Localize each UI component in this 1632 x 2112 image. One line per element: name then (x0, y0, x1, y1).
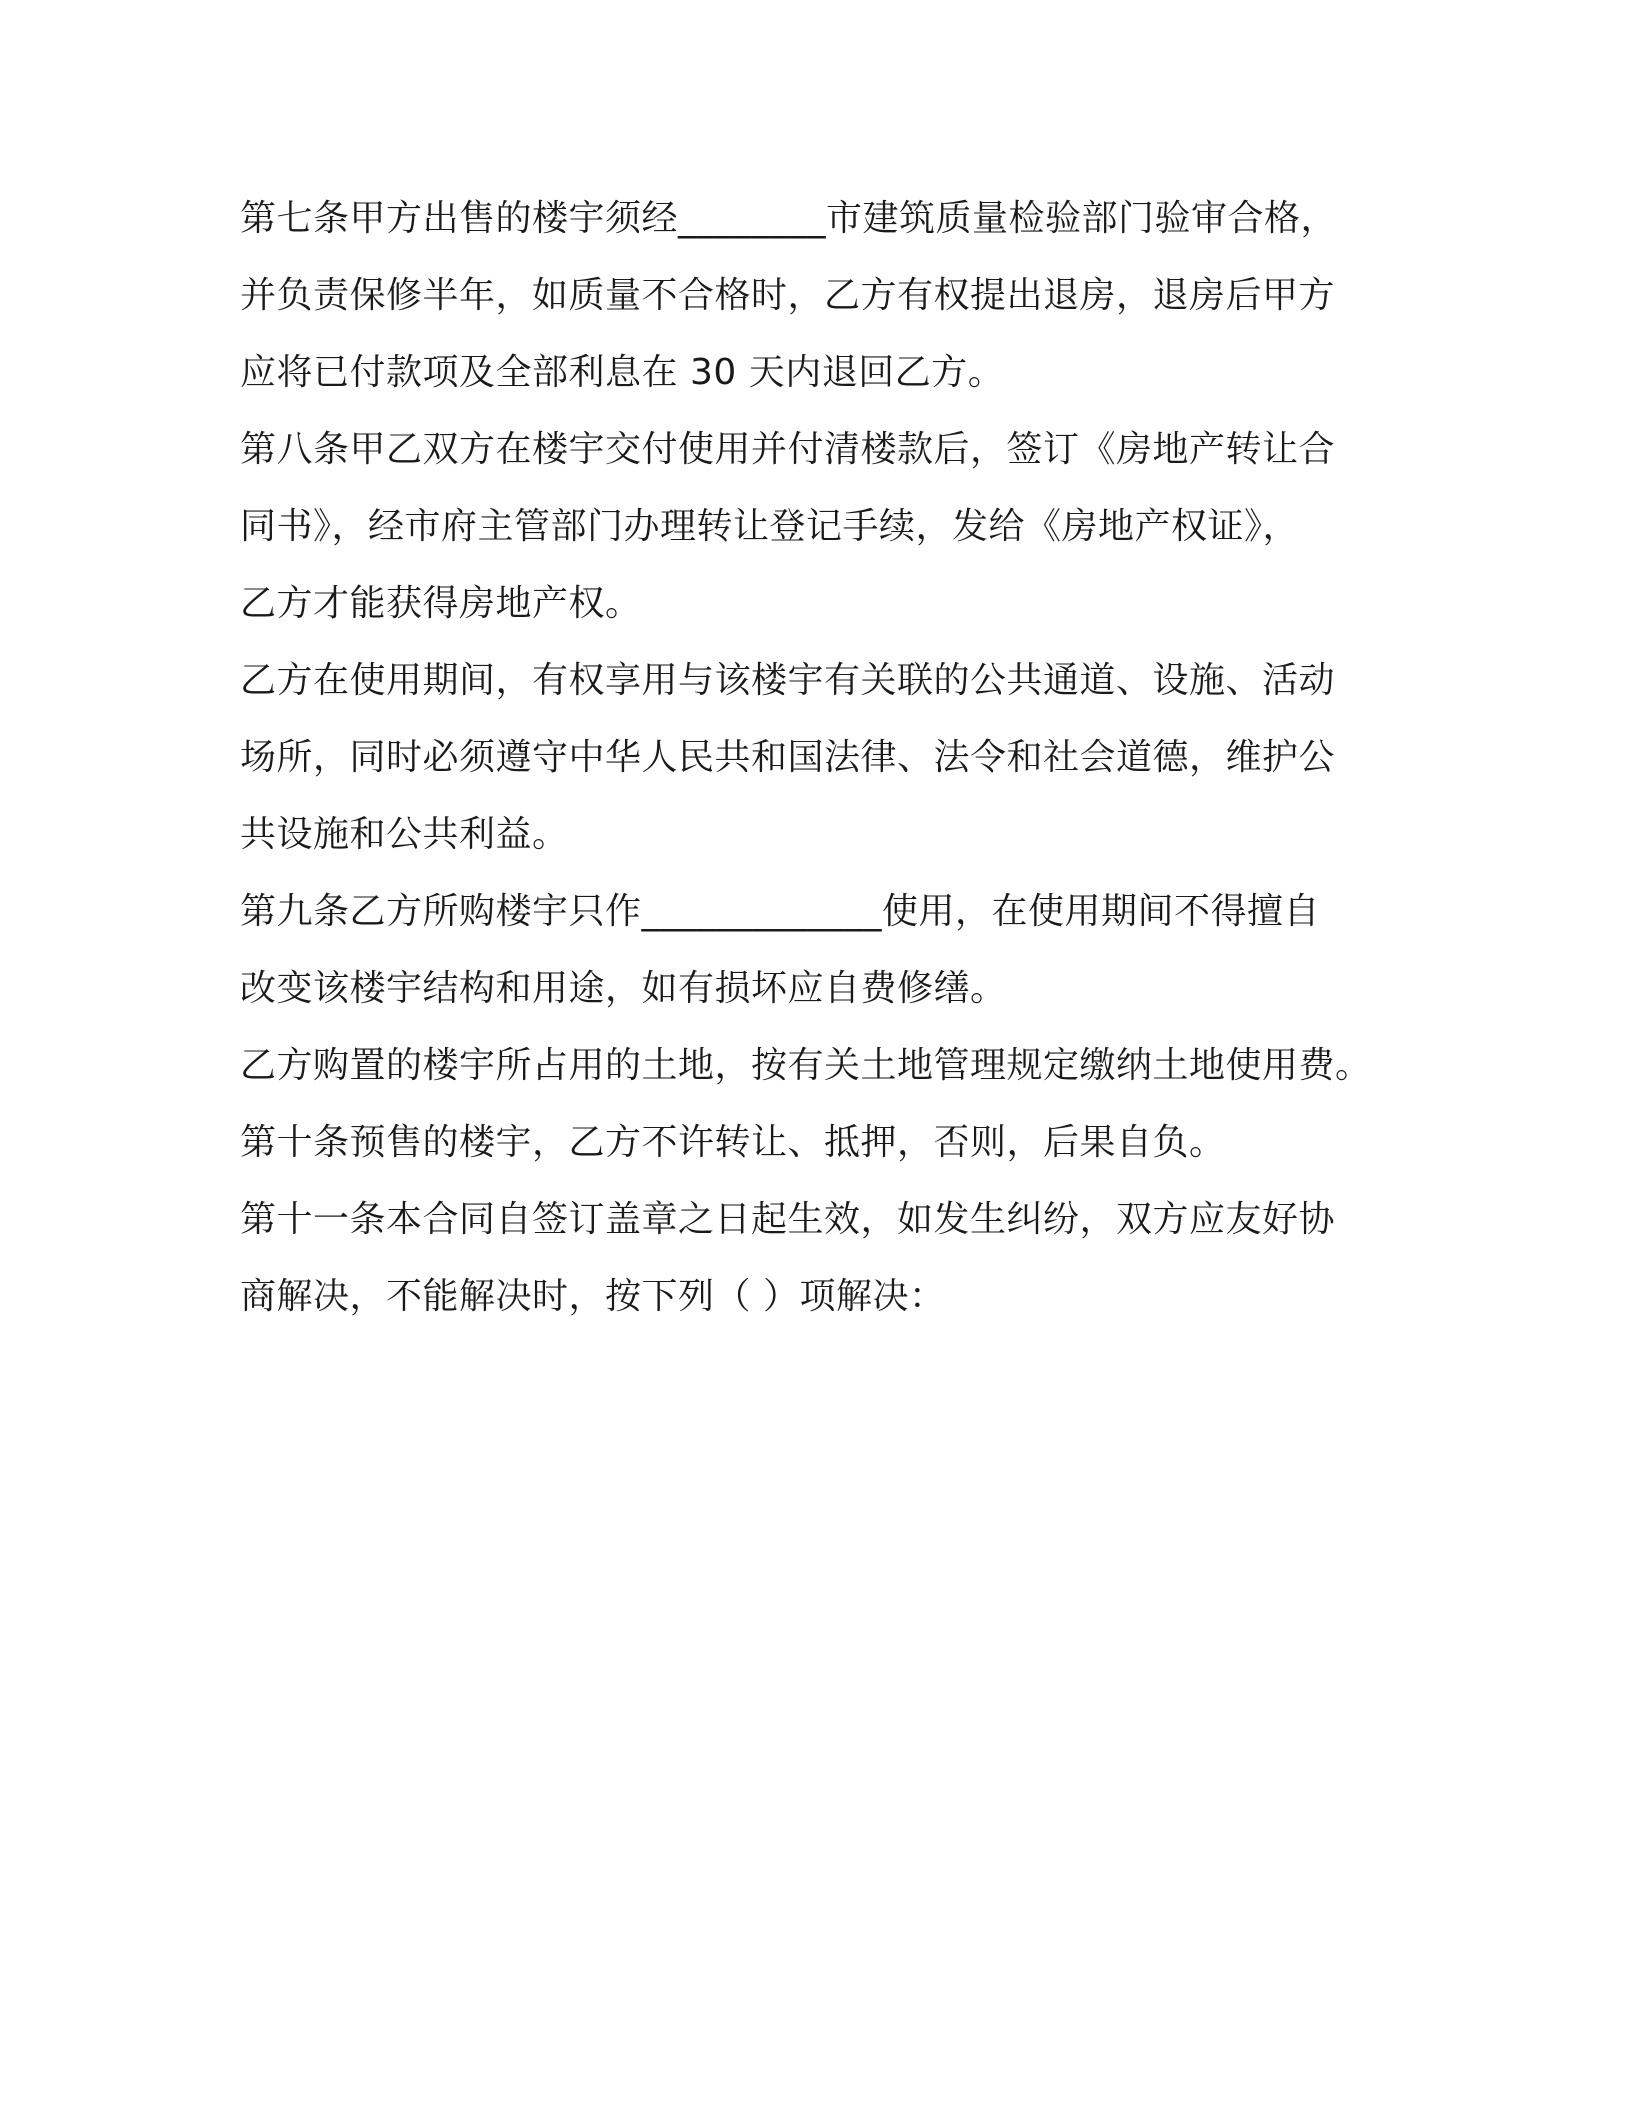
text-line: 第七条甲方出售的楼宇须经________市建筑质量检验部门验审合格， (240, 198, 1338, 239)
text-line: 第八条甲乙双方在楼宇交付使用并付清楼款后，签订《房地产转让合 (240, 429, 1336, 470)
text-line: 商解决，不能解决时，按下列（ ）项解决： (240, 1276, 946, 1317)
text-line: 共设施和公共利益。 (240, 814, 569, 855)
text-line: 改变该楼宇结构和用途，如有损坏应自费修缮。 (240, 968, 1007, 1009)
text-line: 场所，同时必须遵守中华人民共和国法律、法令和社会道德，维护公 (240, 737, 1336, 778)
contract-text (240, 188, 1400, 1343)
text-line: 应将已付款项及全部利息在 30 天内退回乙方。 (240, 352, 1005, 393)
text-line: 乙方才能获得房地产权。 (240, 583, 642, 624)
text-line: 第十条预售的楼宇，乙方不许转让、抵押，否则，后果自负。 (240, 1122, 1226, 1163)
text-line: 乙方在使用期间，有权享用与该楼宇有关联的公共通道、设施、活动 (240, 660, 1336, 701)
text-line: 第九条乙方所购楼宇只作_____________使用，在使用期间不得擅自 (240, 891, 1321, 932)
text-line: 并负责保修半年，如质量不合格时，乙方有权提出退房，退房后甲方 (240, 275, 1336, 316)
text-line: 同书》，经市府主管部门办理转让登记手续，发给《房地产权证》， (240, 506, 1300, 547)
text-line: 乙方购置的楼宇所占用的土地，按有关土地管理规定缴纳土地使用费。 (240, 1045, 1372, 1086)
text-line: 第十一条本合同自签订盖章之日起生效，如发生纠纷，双方应友好协 (240, 1199, 1336, 1240)
